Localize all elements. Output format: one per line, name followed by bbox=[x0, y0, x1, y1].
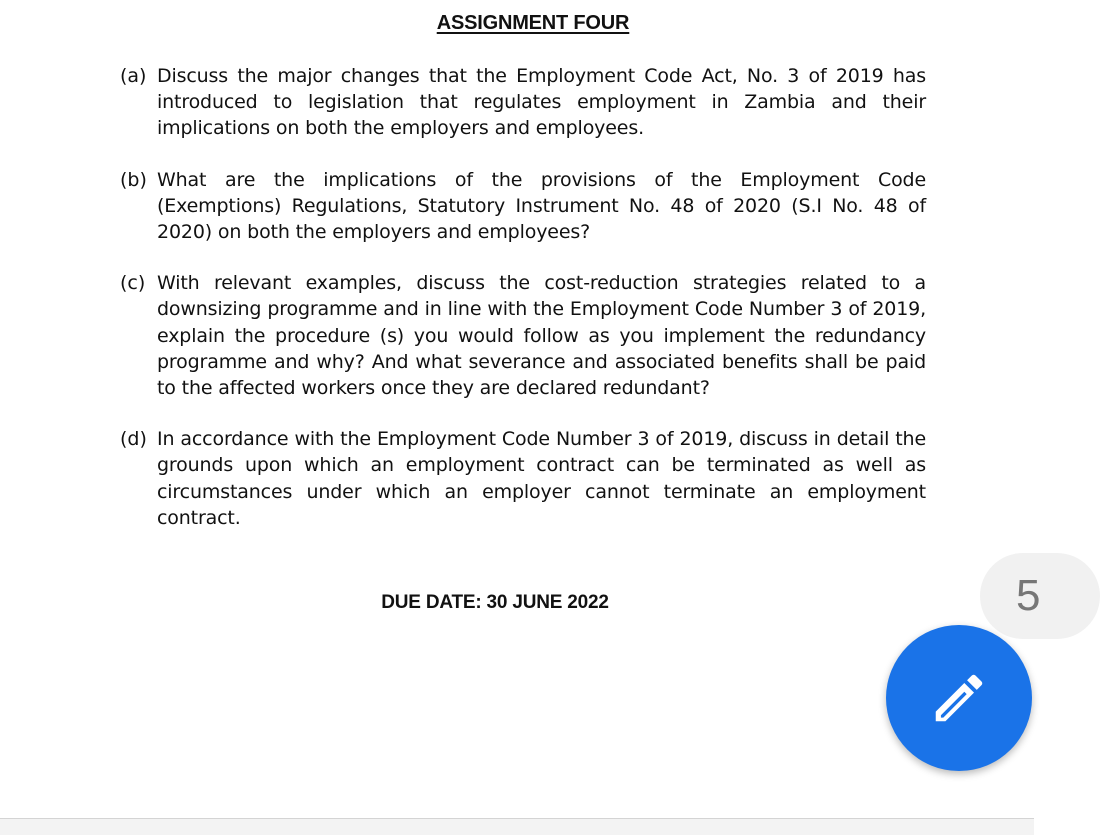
question-text: Discuss the major changes that the Employment Code Act, No. 3 of 2019 has introduced to legislation that regulates employment in Zambia and their implications on both the employers and employees. bbox=[157, 65, 926, 140]
question-text: With relevant examples, discuss the cost-reduction strategies related to a downsizing programme and in line with the Employment Code Number 3 of 2019, explain the procedure (s) you would follow as you implement the redundancy programme and why? And what severance and associated benefits shall be paid to the affected workers once they are declared redundant? bbox=[157, 272, 926, 400]
due-date: DUE DATE: 30 JUNE 2022 bbox=[381, 592, 609, 613]
question-list bbox=[120, 63, 926, 556]
pencil-icon bbox=[928, 667, 990, 729]
assignment-title: ASSIGNMENT FOUR bbox=[436, 12, 630, 34]
question-d bbox=[120, 426, 926, 531]
question-marker: (b) bbox=[120, 168, 147, 191]
question-text: What are the implications of the provisions of the Employment Code (Exemptions) Regulations, Statutory Instrument No. 48 of 2020 (S.I No. 48 of 2020) on both the employers and employees? bbox=[157, 168, 926, 244]
page-number-badge: 5 bbox=[980, 553, 1100, 639]
edit-fab-button[interactable] bbox=[886, 625, 1032, 771]
bottom-bar bbox=[0, 818, 1034, 835]
question-marker: (d) bbox=[120, 428, 147, 451]
question-c bbox=[120, 270, 926, 401]
question-marker: (c) bbox=[120, 272, 146, 295]
question-marker: (a) bbox=[120, 65, 147, 87]
question-a bbox=[120, 63, 926, 142]
question-b bbox=[120, 167, 926, 246]
question-text: In accordance with the Employment Code Number 3 of 2019, discuss in detail the grounds upon which an employment contract can be terminated as well as circumstances under which an employer cannot terminate an employment contract. bbox=[157, 428, 926, 529]
